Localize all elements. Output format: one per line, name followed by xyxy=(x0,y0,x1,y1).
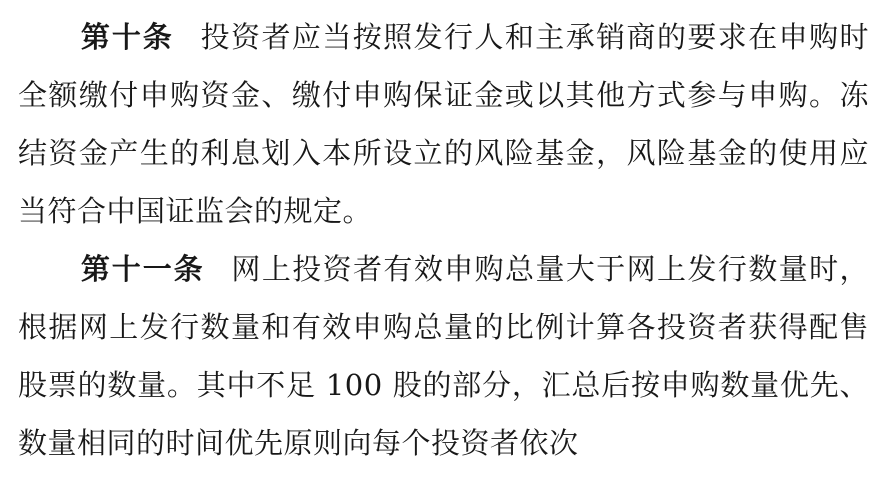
article-label-10: 第十条 xyxy=(80,20,174,54)
paragraph-article-10 xyxy=(18,8,869,240)
share-lot-number: 100 xyxy=(325,368,383,402)
article-label-11: 第十一条 xyxy=(80,252,205,286)
article-11-body-part1: 网上投资者有效申购总量大于网上发行数量时，根据网上发行数量和有效申购总量的比例计算各投资者获得配售股票的数量。其中不足 xyxy=(18,252,869,402)
article-11-body-part2: 股的部分，汇总后按申购数量优先、数量相同的时间优先原则向每个投资者依次 xyxy=(18,368,869,460)
article-10-body: 投资者应当按照发行人和主承销商的要求在申购时全额缴付申购资金、缴付申购保证金或以其他方式参与申购。冻结资金产生的利息划入本所设立的风险基金，风险基金的使用应当符合中国证监会的规定。 xyxy=(18,20,869,228)
paragraph-article-11 xyxy=(18,240,869,472)
